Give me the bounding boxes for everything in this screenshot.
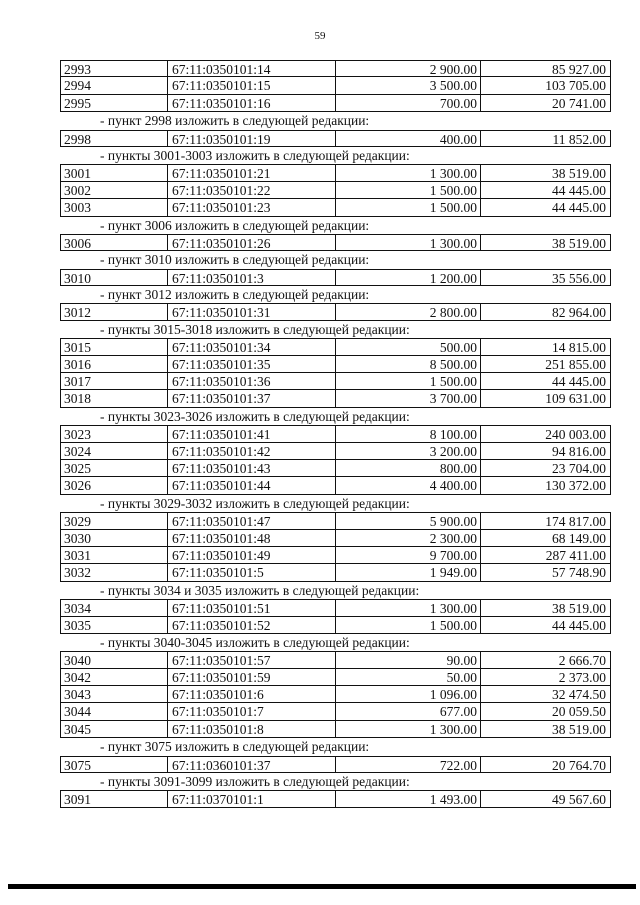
area-cell: 3 200.00 [336,443,481,460]
cadastral-number-cell: 67:11:0350101:16 [168,95,336,112]
item-number-cell: 3002 [60,182,168,199]
table-row [60,443,611,460]
value-cell: 130 372.00 [481,477,611,494]
table-row [60,686,611,703]
value-cell: 44 445.00 [481,373,611,390]
area-cell: 1 500.00 [336,199,481,216]
table-row [60,564,611,581]
cadastral-number-cell: 67:11:0350101:59 [168,669,336,686]
cadastral-number-cell: 67:11:0350101:21 [168,164,336,181]
table-row [60,425,611,442]
cadastral-number-cell: 67:11:0350101:22 [168,182,336,199]
section-heading: - пункты 3029-3032 изложить в следующей редакции: [100,495,410,511]
cadastral-number-cell: 67:11:0350101:43 [168,460,336,477]
area-cell: 2 900.00 [336,60,481,77]
value-cell: 14 815.00 [481,338,611,355]
area-cell: 1 300.00 [336,234,481,251]
item-number-cell: 3016 [60,356,168,373]
cadastral-number-cell: 67:11:0350101:3 [168,269,336,286]
cadastral-number-cell: 67:11:0350101:37 [168,390,336,407]
cadastral-number-cell: 67:11:0350101:14 [168,60,336,77]
area-cell: 1 949.00 [336,564,481,581]
item-number-cell: 3029 [60,512,168,529]
value-cell: 38 519.00 [481,164,611,181]
cadastral-number-cell: 67:11:0350101:15 [168,77,336,94]
cadastral-number-cell: 67:11:0350101:5 [168,564,336,581]
area-cell: 1 493.00 [336,790,481,807]
value-cell: 44 445.00 [481,617,611,634]
area-cell: 2 300.00 [336,530,481,547]
item-number-cell: 3030 [60,530,168,547]
value-cell: 38 519.00 [481,234,611,251]
table-row [60,477,611,494]
cadastral-number-cell: 67:11:0370101:1 [168,790,336,807]
value-cell: 49 567.60 [481,790,611,807]
value-cell: 35 556.00 [481,269,611,286]
table-row [60,95,611,112]
value-cell: 85 927.00 [481,60,611,77]
item-number-cell: 2995 [60,95,168,112]
cadastral-number-cell: 67:11:0350101:31 [168,303,336,320]
cadastral-number-cell: 67:11:0350101:6 [168,686,336,703]
table-row [60,390,611,407]
cadastral-number-cell: 67:11:0350101:7 [168,703,336,720]
cadastral-number-cell: 67:11:0360101:37 [168,756,336,773]
table-row [60,130,611,147]
section-heading: - пункты 3023-3026 изложить в следующей редакции: [100,408,410,424]
table-row [60,756,611,773]
item-number-cell: 3040 [60,651,168,668]
area-cell: 8 500.00 [336,356,481,373]
section-heading: - пункт 3010 изложить в следующей редакции: [100,252,370,268]
value-cell: 38 519.00 [481,721,611,738]
table-row [60,269,611,286]
item-number-cell: 3045 [60,721,168,738]
table-row [60,547,611,564]
section-heading: - пункт 3012 изложить в следующей редакции: [100,287,370,303]
area-cell: 5 900.00 [336,512,481,529]
area-cell: 3 500.00 [336,77,481,94]
table-row [60,599,611,616]
item-number-cell: 3017 [60,373,168,390]
section-heading: - пункты 3091-3099 изложить в следующей редакции: [100,774,410,790]
value-cell: 20 764.70 [481,756,611,773]
area-cell: 1 096.00 [336,686,481,703]
cadastral-number-cell: 67:11:0350101:51 [168,599,336,616]
cadastral-number-cell: 67:11:0350101:19 [168,130,336,147]
table-row [60,617,611,634]
value-cell: 240 003.00 [481,425,611,442]
item-number-cell: 3001 [60,164,168,181]
table-row [60,790,611,807]
cadastral-number-cell: 67:11:0350101:35 [168,356,336,373]
item-number-cell: 3024 [60,443,168,460]
table-row [60,77,611,94]
value-cell: 23 704.00 [481,460,611,477]
item-number-cell: 3034 [60,599,168,616]
area-cell: 1 500.00 [336,373,481,390]
area-cell: 722.00 [336,756,481,773]
area-cell: 677.00 [336,703,481,720]
area-cell: 400.00 [336,130,481,147]
item-number-cell: 3043 [60,686,168,703]
item-number-cell: 3044 [60,703,168,720]
table-row [60,60,611,77]
area-cell: 1 300.00 [336,599,481,616]
value-cell: 20 741.00 [481,95,611,112]
table-row [60,703,611,720]
value-cell: 38 519.00 [481,599,611,616]
table-row [60,669,611,686]
value-cell: 2 666.70 [481,651,611,668]
item-number-cell: 2993 [60,60,168,77]
item-number-cell: 3032 [60,564,168,581]
document-body [60,60,611,808]
area-cell: 9 700.00 [336,547,481,564]
value-cell: 11 852.00 [481,130,611,147]
page-number: 59 [314,30,326,42]
area-cell: 50.00 [336,669,481,686]
section-heading: - пункт 3006 изложить в следующей редакции: [100,217,370,233]
value-cell: 82 964.00 [481,303,611,320]
value-cell: 103 705.00 [481,77,611,94]
value-cell: 287 411.00 [481,547,611,564]
cadastral-number-cell: 67:11:0350101:48 [168,530,336,547]
value-cell: 68 149.00 [481,530,611,547]
area-cell: 8 100.00 [336,425,481,442]
cadastral-number-cell: 67:11:0350101:52 [168,617,336,634]
value-cell: 57 748.90 [481,564,611,581]
table-row [60,303,611,320]
cadastral-number-cell: 67:11:0350101:41 [168,425,336,442]
cadastral-number-cell: 67:11:0350101:47 [168,512,336,529]
table-row [60,356,611,373]
cadastral-number-cell: 67:11:0350101:44 [168,477,336,494]
area-cell: 1 300.00 [336,164,481,181]
area-cell: 700.00 [336,95,481,112]
item-number-cell: 3075 [60,756,168,773]
item-number-cell: 3091 [60,790,168,807]
item-number-cell: 2998 [60,130,168,147]
table-row [60,164,611,181]
cadastral-number-cell: 67:11:0350101:36 [168,373,336,390]
area-cell: 800.00 [336,460,481,477]
item-number-cell: 3026 [60,477,168,494]
item-number-cell: 3023 [60,425,168,442]
area-cell: 1 500.00 [336,617,481,634]
area-cell: 1 200.00 [336,269,481,286]
value-cell: 20 059.50 [481,703,611,720]
item-number-cell: 3025 [60,460,168,477]
area-cell: 1 500.00 [336,182,481,199]
value-cell: 32 474.50 [481,686,611,703]
value-cell: 251 855.00 [481,356,611,373]
table-row [60,651,611,668]
area-cell: 1 300.00 [336,721,481,738]
section-heading: - пункты 3034 и 3035 изложить в следующей редакции: [100,582,420,598]
section-heading: - пункты 3015-3018 изложить в следующей редакции: [100,321,410,337]
section-heading: - пункты 3040-3045 изложить в следующей редакции: [100,634,410,650]
item-number-cell: 2994 [60,77,168,94]
area-cell: 3 700.00 [336,390,481,407]
item-number-cell: 3042 [60,669,168,686]
table-row [60,338,611,355]
table-row [60,234,611,251]
cadastral-number-cell: 67:11:0350101:34 [168,338,336,355]
item-number-cell: 3015 [60,338,168,355]
table-row [60,512,611,529]
item-number-cell: 3003 [60,199,168,216]
cadastral-number-cell: 67:11:0350101:26 [168,234,336,251]
item-number-cell: 3006 [60,234,168,251]
section-heading: - пункт 2998 изложить в следующей редакции: [100,113,370,129]
value-cell: 44 445.00 [481,199,611,216]
item-number-cell: 3012 [60,303,168,320]
area-cell: 90.00 [336,651,481,668]
footer-rule [8,884,636,889]
cadastral-number-cell: 67:11:0350101:49 [168,547,336,564]
table-row [60,721,611,738]
cadastral-number-cell: 67:11:0350101:8 [168,721,336,738]
section-heading: - пункт 3075 изложить в следующей редакции: [100,739,370,755]
value-cell: 174 817.00 [481,512,611,529]
cadastral-number-cell: 67:11:0350101:23 [168,199,336,216]
value-cell: 2 373.00 [481,669,611,686]
item-number-cell: 3031 [60,547,168,564]
table-row [60,373,611,390]
table-row [60,182,611,199]
table-row [60,460,611,477]
cadastral-number-cell: 67:11:0350101:42 [168,443,336,460]
area-cell: 2 800.00 [336,303,481,320]
value-cell: 109 631.00 [481,390,611,407]
value-cell: 94 816.00 [481,443,611,460]
table-row [60,199,611,216]
cadastral-number-cell: 67:11:0350101:57 [168,651,336,668]
table-row [60,530,611,547]
item-number-cell: 3018 [60,390,168,407]
item-number-cell: 3035 [60,617,168,634]
value-cell: 44 445.00 [481,182,611,199]
section-heading: - пункты 3001-3003 изложить в следующей редакции: [100,147,410,163]
item-number-cell: 3010 [60,269,168,286]
area-cell: 500.00 [336,338,481,355]
area-cell: 4 400.00 [336,477,481,494]
